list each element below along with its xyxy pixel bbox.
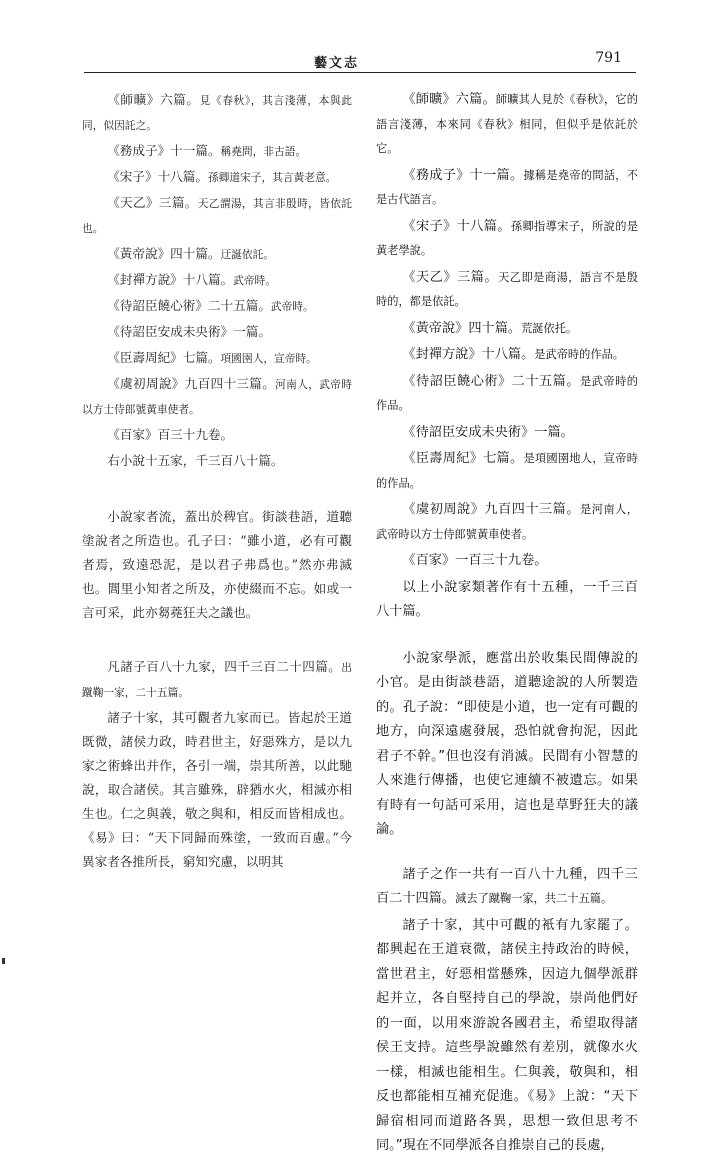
bibliography-entry bbox=[376, 370, 638, 419]
entry-title: 《宋子》十八篇。 bbox=[107, 169, 208, 184]
entry-note: 項國圉人，宣帝時。 bbox=[220, 352, 317, 365]
entry-note: 武帝時。 bbox=[233, 274, 276, 287]
entry-title: 《百家》百三十九卷。 bbox=[107, 427, 234, 442]
entry-title: 《封禪方說》十八篇。 bbox=[107, 272, 234, 287]
entry-title: 《待詔臣安成未央術》一篇。 bbox=[107, 324, 271, 339]
entry-note: 據稱是堯帝的問話，不是古代語言。 bbox=[376, 168, 638, 206]
entry-note: 孫卿指導宋子，所說的是黃老學說。 bbox=[376, 219, 638, 257]
bibliography-entry bbox=[82, 191, 352, 241]
bibliography-entry bbox=[376, 549, 638, 574]
bibliography-entry bbox=[376, 215, 638, 264]
entry-title: 《虞初周說》九百四十三篇。 bbox=[402, 502, 580, 517]
entry-title: 《待詔臣饒心術》二十五篇。 bbox=[402, 373, 580, 389]
entry-note: 師曠其人見於《春秋》，它的語言淺薄，本來同《春秋》相同，但似乎是依託於它。 bbox=[376, 93, 639, 155]
entry-title: 《務成子》十一篇。 bbox=[402, 167, 524, 183]
entry-title: 《務成子》十一篇。 bbox=[107, 143, 221, 158]
entry-note: 天乙即是商湯，語言不是殷時的，都是依託。 bbox=[376, 270, 638, 308]
classical-paragraph-2: 諸子十家，其可觀者九家而已。皆起於王道既微，諸侯力政，時君世主，好惡殊方，是以九家之術蜂出并作，各引一端，崇其所善，以此馳說，取合諸侯。其言雖殊，辟猶水火，相滅亦相生也。仁之與義，敬之與和，相反而皆相成也。《易》曰：“天下同歸而殊塗，一致而百慮。”今異家者各推所長，窮知究慮，以明其 bbox=[82, 710, 352, 869]
entry-title: 《黃帝說》四十篇。 bbox=[402, 320, 522, 336]
entry-title: 《黃帝說》四十篇。 bbox=[107, 246, 221, 261]
entry-title: 《百家》一百三十九卷。 bbox=[402, 553, 548, 568]
bibliography-entry bbox=[82, 346, 352, 371]
entry-title: 右小說十五家，千三百八十篇。 bbox=[107, 453, 284, 468]
running-title: 藝文志 bbox=[314, 56, 360, 71]
entry-title: 《待詔臣安成未央術》一篇。 bbox=[402, 424, 574, 440]
entry-note: 荒誕依托。 bbox=[521, 321, 578, 335]
bibliography-entry bbox=[376, 88, 638, 162]
entry-note: 孫卿道宋子，其言黃老意。 bbox=[207, 171, 337, 184]
entry-title: 《天乙》三篇。 bbox=[402, 269, 499, 285]
entry-note: 見《春秋》，其言淺薄，本與此同，似因託之。 bbox=[82, 94, 352, 132]
margin-mark bbox=[2, 958, 5, 964]
bibliography-entry bbox=[376, 498, 638, 547]
translation-summary-entry: 諸子之作一共有一百八十九種，四千三百二十四篇。減去了蹴鞠一家，共二十五篇。 bbox=[376, 866, 638, 906]
bibliography-entry bbox=[82, 423, 352, 448]
bibliography-entry bbox=[82, 449, 352, 474]
bibliography-entry bbox=[376, 266, 638, 315]
bibliography-entry bbox=[82, 320, 352, 345]
page-number: 791 bbox=[595, 50, 622, 66]
bibliography-entry bbox=[82, 139, 352, 164]
bibliography-entry bbox=[82, 165, 352, 190]
entry-note: 是武帝時的作品。 bbox=[376, 374, 638, 412]
translation-column bbox=[376, 88, 638, 1159]
classical-summary-entry: 凡諸子百八十九家，四千三百二十四篇。出蹴鞠一家，二十五篇。 bbox=[82, 659, 352, 699]
classical-text-column bbox=[82, 88, 352, 874]
bibliography-entry bbox=[376, 343, 638, 368]
entry-note: 武帝時。 bbox=[270, 300, 314, 313]
bibliography-entry bbox=[82, 242, 352, 267]
entry-title: 《臣壽周紀》七篇。 bbox=[107, 350, 221, 365]
classical-paragraph-1: 小說家者流，蓋出於稗官。街談巷語，道聽塗說者之所造也。孔子曰：“雖小道，必有可觀者焉，致遠恐泥，是以君子弗爲也。”然亦弗滅也。閭里小知者之所及，亦使綴而不忘。如或一言可采，此亦芻蕘狂夫之議也。 bbox=[82, 509, 352, 620]
bibliography-entry bbox=[82, 294, 352, 319]
entry-title: 《宋子》十八篇。 bbox=[402, 218, 511, 234]
bibliography-entry bbox=[376, 317, 638, 342]
entry-note: 是河南人，武帝時以方士侍郎號黃車使者。 bbox=[376, 503, 638, 541]
entry-note: 是項國圉地人，宣帝時的作品。 bbox=[376, 452, 638, 490]
header-rule bbox=[84, 72, 636, 73]
entry-title: 《臣壽周紀》七篇。 bbox=[402, 451, 524, 466]
entry-title: 《虞初周說》九百四十三篇。 bbox=[107, 376, 276, 391]
bibliography-entry bbox=[376, 447, 638, 496]
translation-paragraph-2: 諸子十家，其中可觀的衹有九家罷了。都興起在王道衰微，諸侯主持政治的時候，當世君主，好惡相當懸殊，因這九個學派群起并立，各自堅持自己的學說，崇尚他們好的一面，以用來游說各國君主，希望取得諸侯王支持。這些學說雖然有差別，就像水火一樣，相滅也能相生。仁與義，敬與和，相反也都能相互補充促進。《易》上說：“天下歸宿相同而道路各異，思想一致但思考不同。”現在不同學派各自推崇自己的長處， bbox=[376, 917, 638, 1153]
entry-note: 天乙謂湯，其言非殷時，皆依託也。 bbox=[82, 197, 353, 235]
bibliography-entry bbox=[82, 268, 352, 293]
bibliography-entry bbox=[82, 372, 352, 422]
entry-title: 以上小說家類著作有十五種，一千三百八十篇。 bbox=[376, 579, 638, 619]
entry-title: 《師曠》六篇。 bbox=[402, 92, 496, 107]
entry-note: 是武帝時的作品。 bbox=[534, 348, 625, 361]
bibliography-entry bbox=[376, 164, 638, 213]
bibliography-entry bbox=[376, 576, 638, 625]
entry-title: 《師曠》六篇。 bbox=[107, 92, 200, 107]
entry-note: 稱堯問，非古語。 bbox=[220, 145, 307, 158]
page-header bbox=[84, 44, 622, 74]
entry-note: 河南人，武帝時以方士侍郎號黃車使者。 bbox=[82, 378, 353, 416]
bibliography-list bbox=[82, 88, 352, 474]
bibliography-entry bbox=[376, 421, 638, 446]
entry-note: 迂誕依託。 bbox=[220, 248, 275, 261]
translation-bibliography-list bbox=[376, 88, 638, 625]
entry-title: 《封禪方說》十八篇。 bbox=[402, 347, 535, 362]
bibliography-entry bbox=[82, 88, 352, 138]
entry-title: 《待詔臣饒心術》二十五篇。 bbox=[107, 298, 271, 313]
translation-paragraph-1: 小說家學派，應當出於收集民間傳說的小官。是由街談巷語，道聽途說的人所製造的。孔子說：“即使是小道，也一定有可觀的地方，向深遠處發展，恐怕就會拘泥，因此君子不幹。”但也沒有消滅。民間有小智慧的人來進行傳播，也使它連續不被遺忘。如果有時有一句話可采用，這也是草野狂夫的議論。 bbox=[376, 650, 638, 837]
entry-title: 《天乙》三篇。 bbox=[107, 195, 198, 210]
